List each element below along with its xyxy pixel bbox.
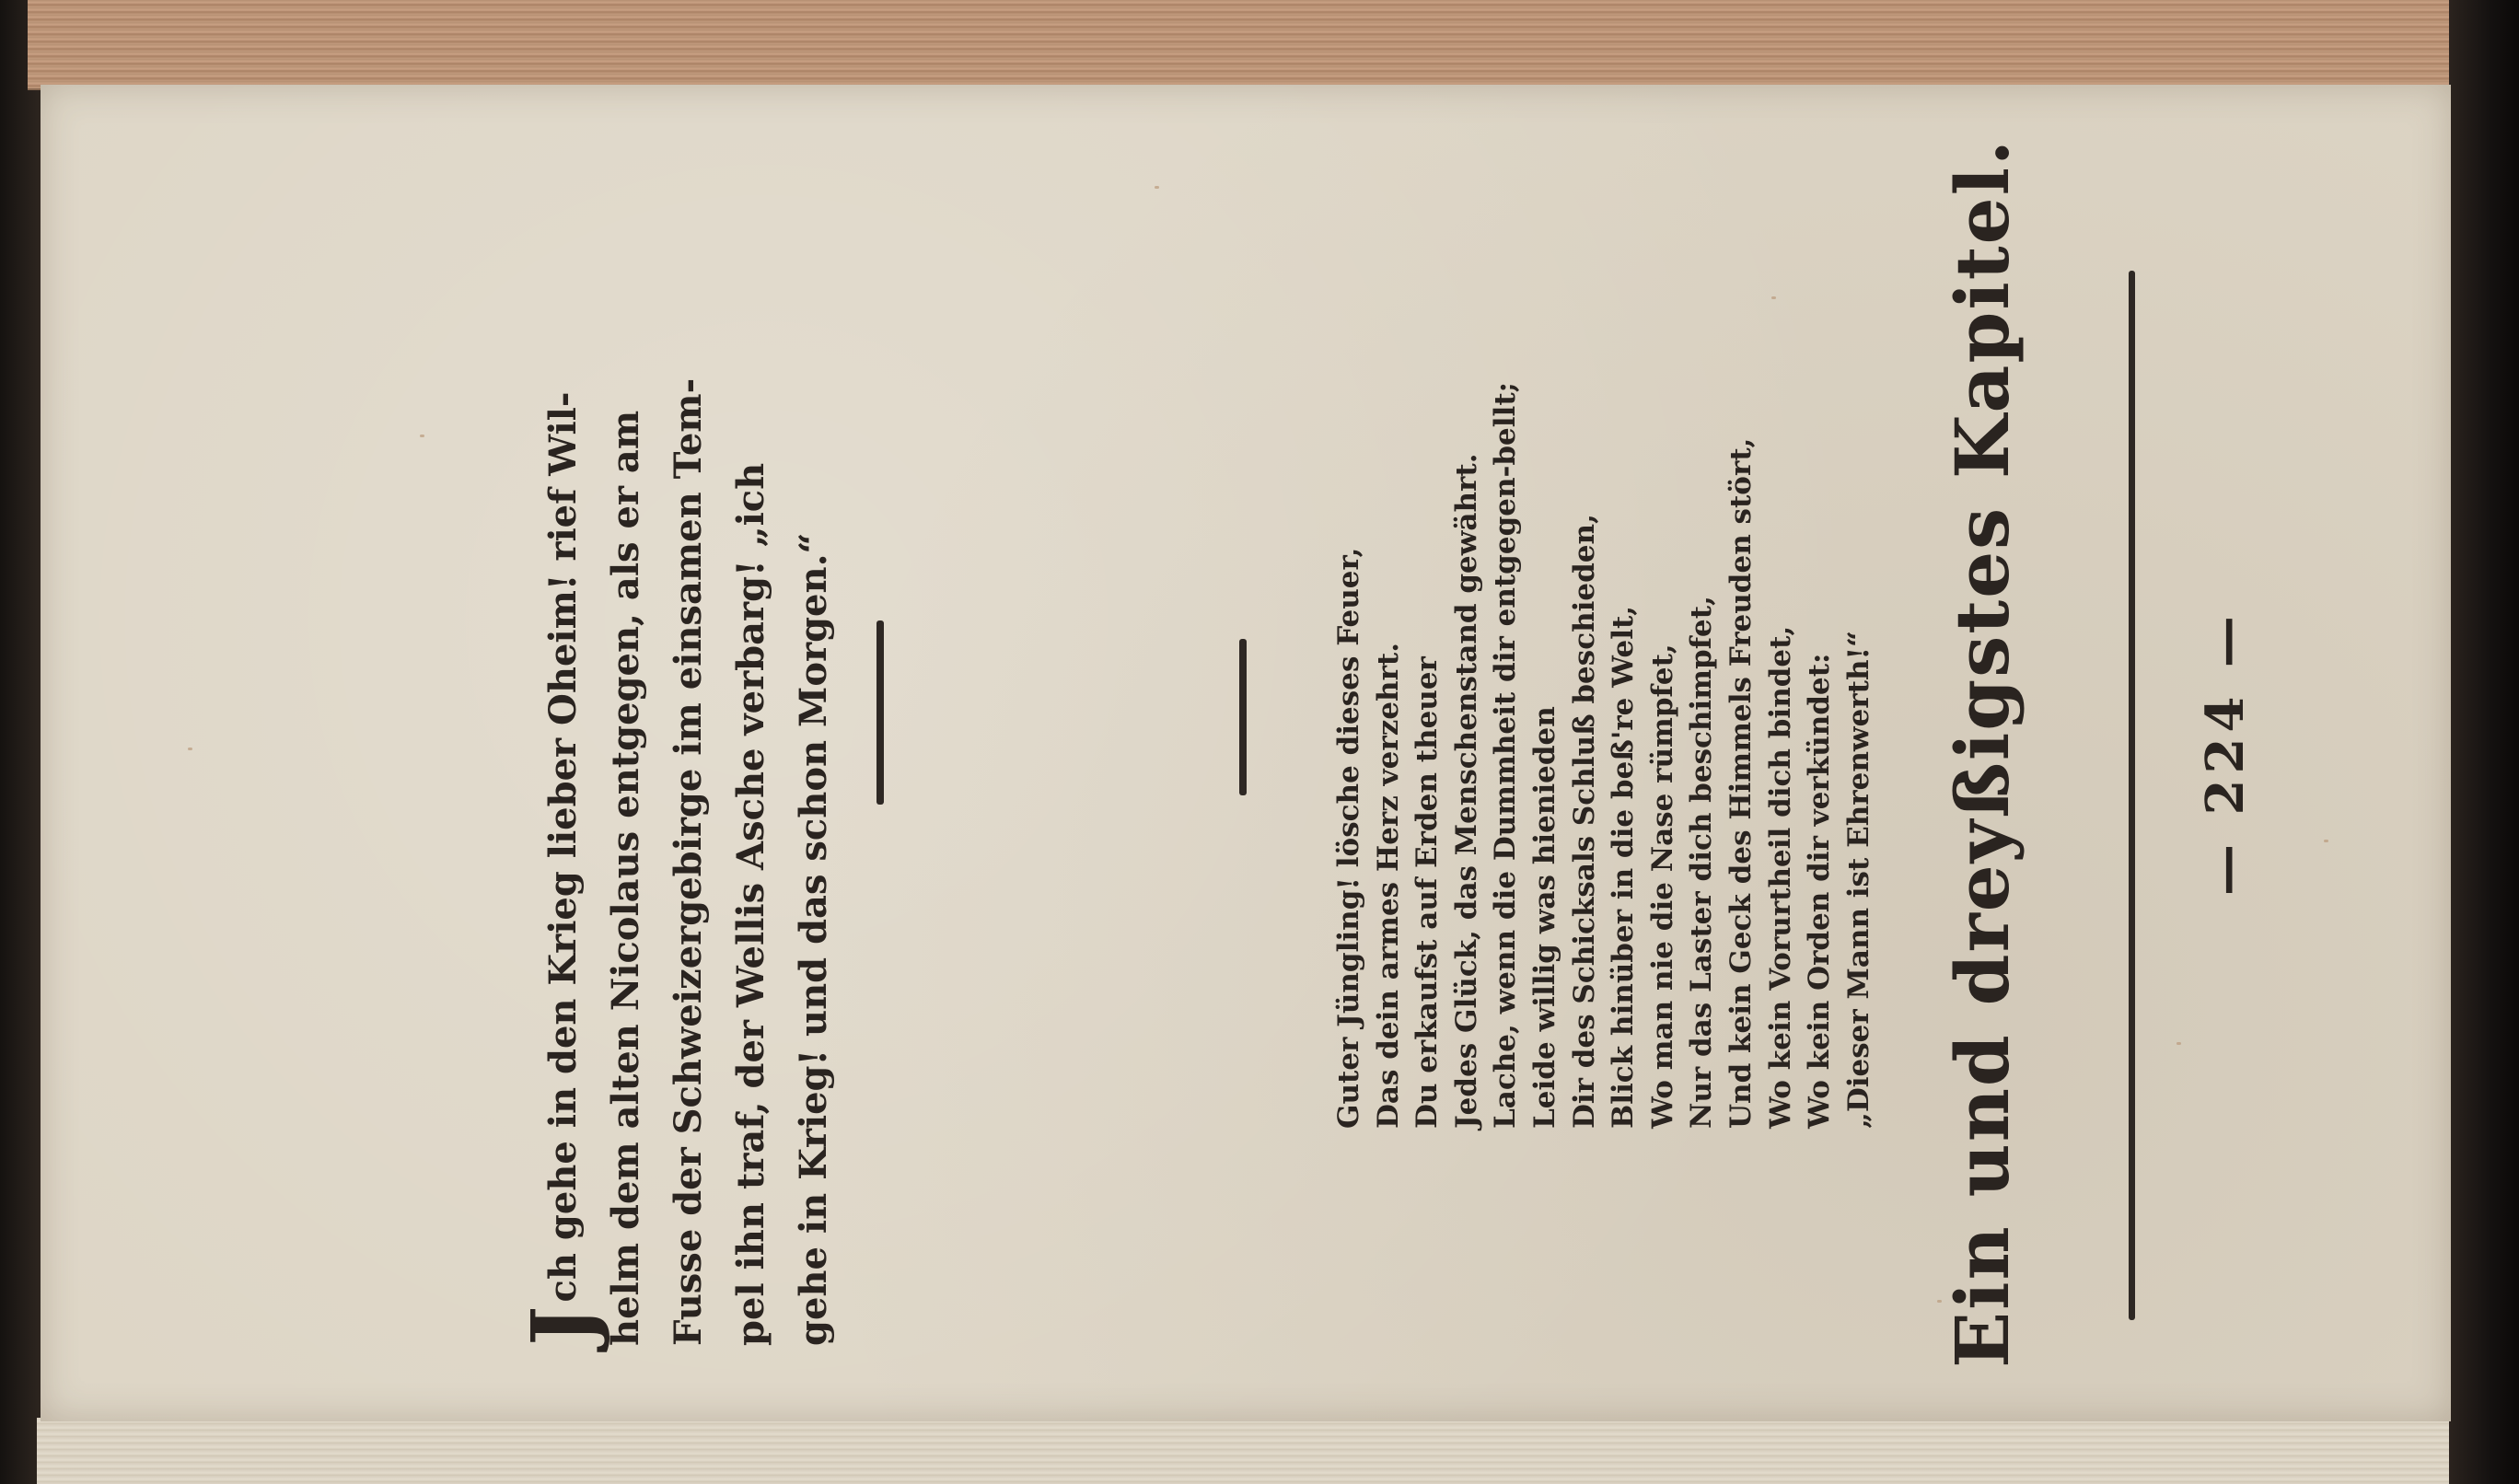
prose-line: pel ihn traf, der Wellis Asche verbarg! „ich xyxy=(729,462,772,1346)
section-rule xyxy=(876,620,884,805)
verse-line: Das dein armes Herz verzehrt. xyxy=(1371,642,1405,1129)
drop-capital: J xyxy=(513,1305,612,1346)
verse-line: Du erkaufst auf Erden theuer xyxy=(1410,656,1445,1129)
prose-line xyxy=(513,260,612,1346)
verse-line: Dir des Schicksals Schluß beschieden, xyxy=(1567,514,1601,1129)
prose-line-text: ch gehe in den Krieg lieber Oheim! rief Wil- xyxy=(541,391,585,1303)
verse-line: „Dieser Mann ist Ehrenwerth!“ xyxy=(1841,631,1875,1129)
verse-line: Leide willig was hienieden xyxy=(1527,706,1561,1129)
verse-line: Wo kein Orden dir verkündet: xyxy=(1803,653,1837,1129)
book-cover-edge xyxy=(2449,0,2519,1484)
section-rule xyxy=(1239,639,1247,795)
verse-block xyxy=(1329,374,1878,1129)
verse-line: Jedes Glück, das Menschenstand gewährt. xyxy=(1449,453,1483,1129)
chapter-title: Ein und dreyßigstes Kapitel. xyxy=(1939,138,2026,1368)
rotated-page-content xyxy=(41,85,2451,1421)
verse-line: Lache, wenn die Dummheit dir entgegen-bellt; xyxy=(1489,381,1523,1129)
book-spine-left xyxy=(0,0,42,1484)
page-edges-bottom xyxy=(37,1418,2449,1484)
verse-line: Wo kein Vorurtheil dich bindet, xyxy=(1763,625,1797,1129)
header-rule xyxy=(2129,271,2135,1320)
verse-line: Nur das Laster dich beschimpfet, xyxy=(1685,596,1719,1129)
prose-line: Fusse der Schweizergebirge im einsamen Tem- xyxy=(667,377,710,1346)
verse-line: Blick hinüber in die beß're Welt, xyxy=(1607,605,1641,1129)
prose-line: helm dem alten Nicolaus entgegen, als er am xyxy=(604,410,647,1346)
page-edges-top xyxy=(28,0,2458,90)
prose-paragraph xyxy=(513,260,845,1346)
verse-line: Guter Jüngling! lösche dieses Feuer, xyxy=(1332,547,1365,1129)
page-number: — 224 — xyxy=(2195,610,2256,896)
verse-line: Wo man nie die Nase rümpfet, xyxy=(1645,643,1679,1129)
prose-line: gehe in Krieg! und das schon Morgen.“ xyxy=(792,532,835,1346)
verse-line: Und kein Geck des Himmels Freuden stört, xyxy=(1724,437,1758,1129)
